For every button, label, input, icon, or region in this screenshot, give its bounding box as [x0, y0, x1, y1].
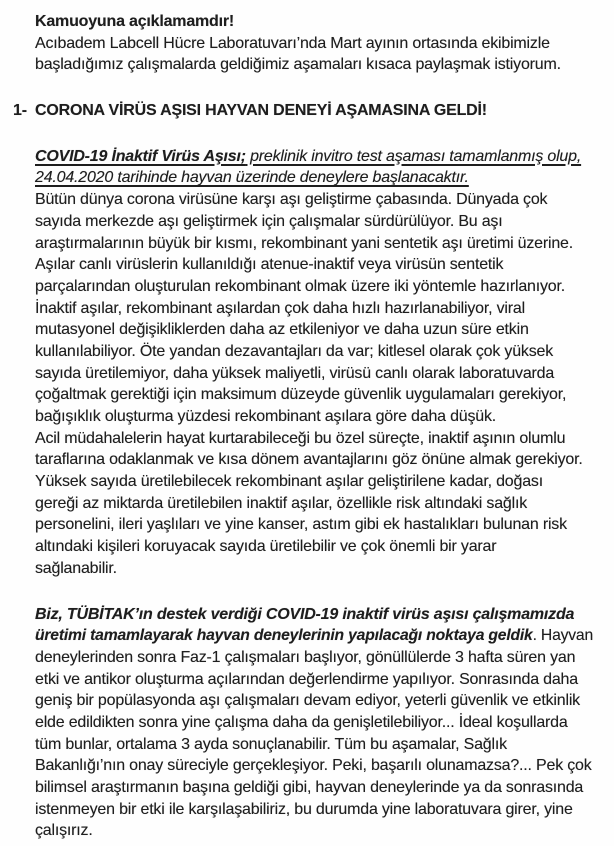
blank-line [35, 580, 593, 604]
text-line-content [35, 669, 578, 691]
text-line [35, 820, 593, 842]
text-line [35, 11, 593, 33]
text-segment: gereği az miktarda üretilebilen inaktif aşılar, özellikle risk altındaki sağlık [35, 494, 527, 512]
text-line-content [35, 471, 543, 493]
text-line [35, 341, 593, 363]
text-segment: Aşılar canlı virüslerin kullanıldığı atenue-inaktif veya virüsün sentetik [35, 256, 504, 274]
text-line [35, 558, 593, 580]
text-segment: taraflarına odaklanmak ve kısa dönem avantajlarını göz önüne almak gerekiyor. [35, 451, 583, 469]
text-line [35, 363, 593, 385]
text-line [35, 471, 593, 493]
text-line [35, 690, 593, 712]
text-line [35, 406, 593, 428]
text-segment: çalışırız. [35, 822, 93, 840]
blank-line [35, 122, 593, 146]
text-segment: başladığımız çalışmalarda geldiğimiz aşamaları kısaca paylaşmak istiyorum. [35, 56, 561, 74]
text-line-content [35, 363, 554, 385]
text-line-content [35, 604, 574, 626]
text-line [35, 712, 593, 734]
text-line [35, 625, 593, 647]
heading-number: 1- [13, 102, 27, 120]
text-segment: Kamuoyuna açıklamamdır! [35, 13, 235, 30]
text-segment: etki ve antikor oluşturma açılarından değerlendirme yapılıyor. Sonrasında daha [35, 670, 578, 688]
text-segment: İnaktif aşılar, rekombinant aşılardan çok daha hızlı hazırlanabiliyor, viral [35, 299, 525, 317]
text-line-content [35, 11, 234, 33]
text-line [35, 669, 593, 691]
text-line [35, 777, 593, 799]
text-segment: . Hayvan [532, 627, 594, 645]
text-line [35, 54, 593, 76]
text-line-content [35, 233, 573, 255]
text-line-content [35, 384, 566, 406]
text-segment: parçalarından oluşturulan rekombinant olmak üzere iki yöntemle hazırlanıyor. [35, 277, 565, 295]
opening-title [35, 11, 593, 33]
text-line [35, 100, 593, 122]
text-segment: mutasyonel değişikliklerden daha az etkileniyor ve daha uzun süre etkin [35, 321, 529, 339]
text-line-content [35, 690, 580, 712]
text-segment: Yüksek sayıda üretilebilecek rekombinant aşılar geliştirilene kadar, doğası [35, 473, 543, 491]
text-segment: çoğaltmak gerektiği için maksimum düzeyde güvenlik uygulamaları gerekiyor, [35, 386, 567, 404]
text-segment: Acil müdahalelerin hayat kurtarabileceği bu özel süreçte, inaktif aşının olumlu [35, 429, 566, 447]
text-line-content [35, 647, 575, 669]
text-line-content [35, 428, 565, 450]
blank-line [35, 76, 593, 100]
text-segment: sayıda merkezde aşı geliştirmek için çalışmalar sürdürülüyor. Bu aşı [35, 212, 503, 230]
text-line-content [35, 100, 487, 122]
text-segment: sağlanabilir. [35, 559, 117, 577]
text-line [35, 755, 593, 777]
text-line-content [35, 625, 593, 647]
text-line-content [35, 189, 547, 211]
text-line [35, 211, 593, 233]
text-segment: Bütün dünya corona virüsüne karşı aşı geliştirme çabasında. Dünyada çok [35, 191, 548, 209]
text-line [35, 189, 593, 211]
text-line [35, 33, 593, 55]
text-segment: elde edildikten sonra yine çalışma daha da genişletilebiliyor... İdeal koşullarda [35, 713, 568, 731]
text-line [35, 493, 593, 515]
text-segment: Acıbadem Labcell Hücre Laboratuvarı’nda Mart ayının ortasında ekibimizle [35, 34, 550, 52]
text-segment: bilimsel araştırmanın başına geldiği gibi, hayvan deneylerinde ya da sonrasında [35, 779, 584, 796]
text-line-content [35, 254, 503, 276]
closing-paragraph [35, 604, 593, 843]
text-segment: Bakanlığı’nın onay süreciyle gerçekleşiyor. Peki, başarılı olunamazsa?... Pek çok [35, 757, 592, 775]
text-segment: 24.04.2020 tarihinde hayvan üzerinde deneylere başlanacaktır. [35, 169, 469, 187]
text-segment: kullanılabiliyor. Öte yandan dezavantajları da var; kitlesel olarak çok yüksek [35, 342, 554, 360]
text-segment: araştırmalarının büyük bir kısmı, rekombinant yani sentetik aşı üretimi üzerine. [35, 234, 574, 252]
text-line-content [35, 406, 496, 428]
text-line [35, 254, 593, 276]
text-line-content [35, 167, 469, 189]
text-line [35, 276, 593, 298]
text-segment: istenmeyen bir etki ile karşılaşabiliriz, bu durumda yine laboratuvara girer, yine [35, 800, 573, 818]
text-line-content [35, 820, 93, 842]
body-paragraph-urgency [35, 428, 593, 471]
opening-paragraph [35, 33, 593, 76]
text-line [35, 233, 593, 255]
text-segment: CORONA VİRÜS AŞISI HAYVAN DENEYİ AŞAMASINA GELDİ! [35, 102, 487, 120]
text-line-content [35, 777, 583, 799]
text-line [35, 298, 593, 320]
text-line-content [35, 493, 527, 515]
text-line [35, 146, 593, 168]
text-segment: sayıda üretilemiyor, daha yüksek maliyetli, virüsü canlı olarak laboratuvarda [35, 364, 555, 382]
body-paragraph-vaccine-methods [35, 189, 593, 428]
text-segment: preklinik invitro test aşaması tamamlanmış olup, [245, 147, 582, 165]
text-line-content [35, 298, 525, 320]
text-line-content [35, 211, 502, 233]
text-line [35, 647, 593, 669]
text-line-content [35, 734, 507, 756]
text-line-content [35, 712, 568, 734]
text-line [35, 449, 593, 471]
text-segment: altındaki kişileri koruyacak sayıda üretilebilir ve çok önemli bir yarar [35, 538, 497, 556]
text-segment: personelini, ileri yaşlıları ve yine kanser, astım gibi ek hastalıkları bulunan risk [35, 516, 567, 534]
section-heading [13, 100, 593, 122]
text-line-content [35, 536, 496, 558]
text-line-content [35, 146, 581, 168]
body-paragraph-risk-groups [35, 471, 593, 579]
text-line-content [35, 341, 553, 363]
text-line-content [35, 319, 529, 341]
text-line [35, 604, 593, 626]
text-line-content [35, 514, 567, 536]
text-line [35, 536, 593, 558]
text-segment: deneylerinden sonra Faz-1 çalışmaları başlıyor, gönüllülerde 3 hafta süren yan [35, 648, 576, 666]
text-line [35, 167, 593, 189]
text-segment: bağışıklık oluşturma yüzdesi rekombinant aşılara göre daha düşük. [35, 408, 497, 425]
text-segment: tüm bunlar, ortalama 3 ayda sonuçlanabilir. Tüm bu aşamalar, Sağlık [35, 735, 507, 753]
text-line-content [35, 54, 561, 76]
text-segment: üretimi tamamlayarak hayvan deneylerinin yapılacağı noktaya geldik [35, 627, 533, 645]
text-line [35, 799, 593, 821]
text-line [35, 384, 593, 406]
text-line-content [35, 755, 592, 777]
text-line-content [35, 449, 583, 471]
text-line-content [35, 276, 565, 298]
text-line [35, 428, 593, 450]
text-segment: COVID-19 İnaktif Virüs Aşısı; [35, 147, 246, 165]
text-segment: geniş bir popülasyonda aşı çalışmaları devam ediyor, yeterli güvenlik ve etkinlik [35, 692, 580, 710]
text-segment: Biz, TÜBİTAK’ın destek verdiği COVID-19 inaktif virüs aşısı çalışmamızda [35, 605, 575, 623]
text-line-content [35, 558, 117, 580]
vaccine-status-subheading [35, 146, 593, 189]
text-line [35, 734, 593, 756]
text-line-content [35, 799, 573, 821]
text-line [35, 319, 593, 341]
text-line [35, 514, 593, 536]
text-line-content [35, 33, 550, 55]
